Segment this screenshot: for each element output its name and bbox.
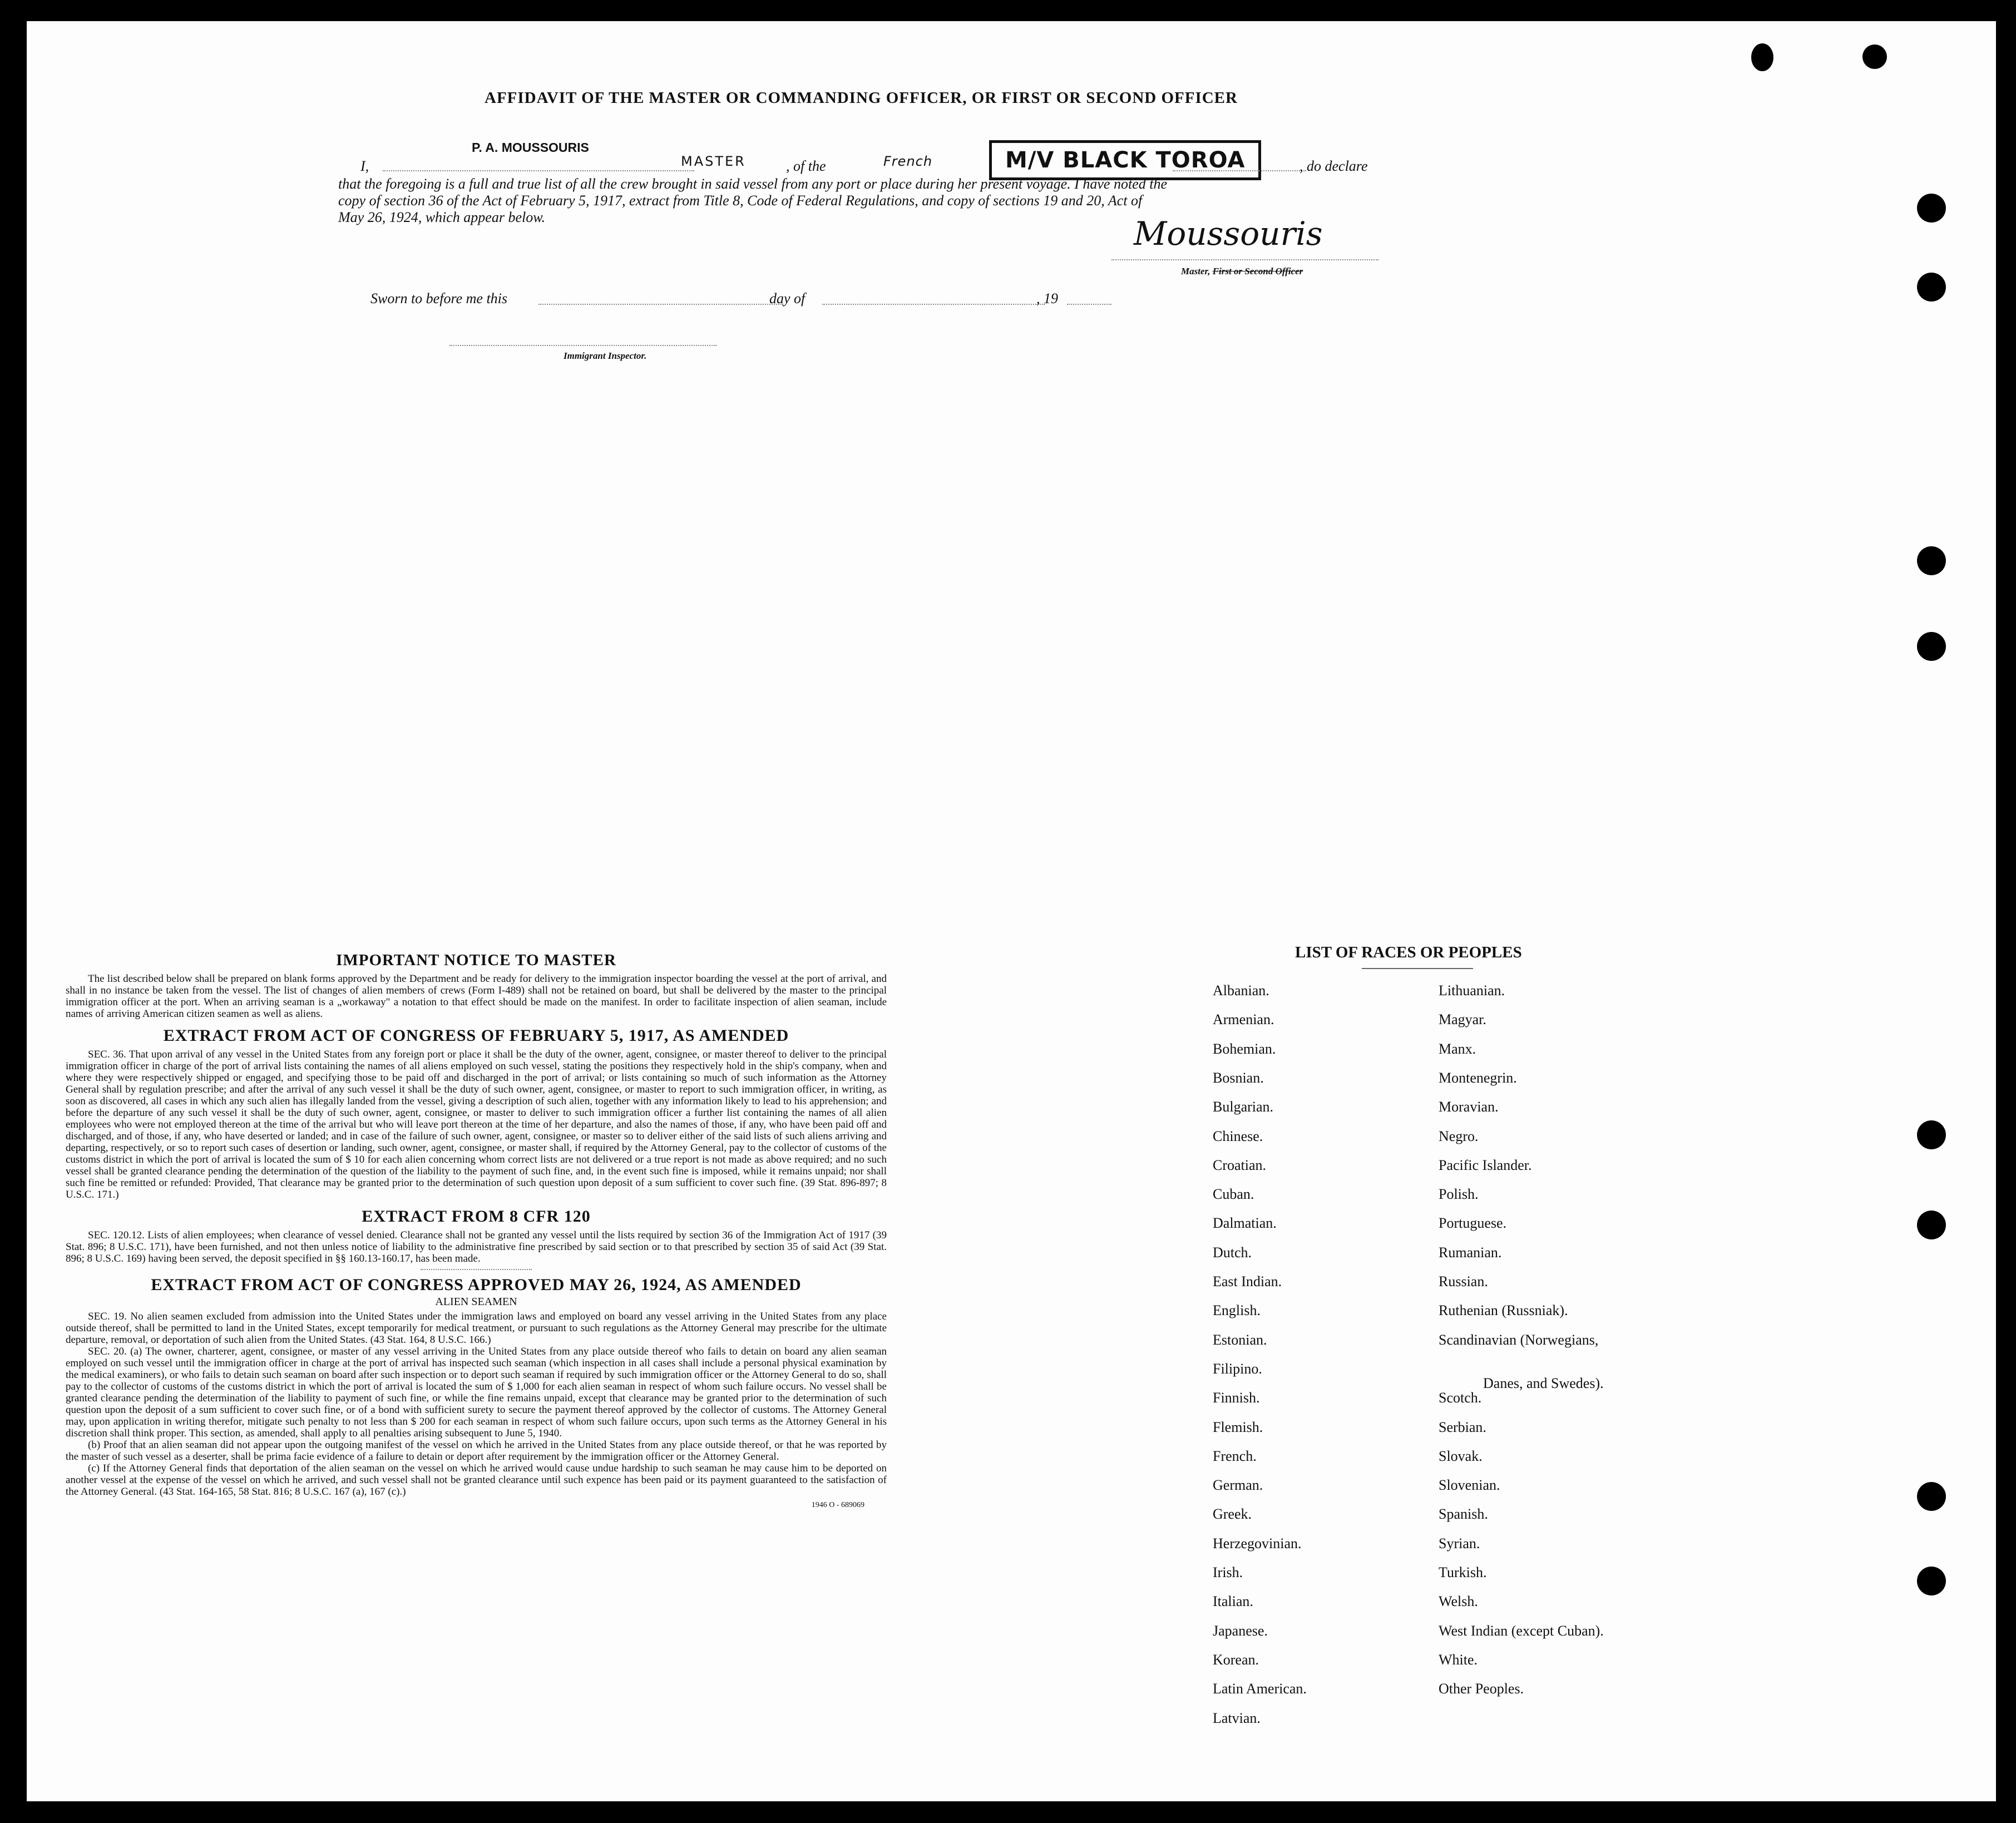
race-item: French. (1213, 1448, 1257, 1464)
race-item: Lithuanian. (1439, 982, 1505, 999)
race-item: Portuguese. (1439, 1215, 1507, 1231)
race-item: Flemish. (1213, 1419, 1263, 1435)
race-item: Turkish. (1439, 1564, 1487, 1580)
race-item: Bosnian. (1213, 1070, 1264, 1086)
extract-1917-text: SEC. 36. That upon arrival of any vessel in the United States from any foreign port or place it shall be the duty of the owner, agent, consignee, or master thereof to deliver to the principal immigration officer in charge of the port of arrival lists containing the names of all aliens employed on such vessel, stating the positions they respectively hold in the ship's company, when and where they were respectively shipped or engaged, and specifying those to be paid off and discharged in the port of arrival; or lists containing so much of such information as the Attorney General shall by regulation prescribe; and after the arrival of any such vessel it shall be the duty of such owner, agent, consignee, or master to report to such immigration officer, in writing, as soon as discovered, all cases in which any such alien has illegally landed from the vessel, giving a description of such alien, together with any information likely to lead to his apprehension; and before the departure of any such vessel it shall be the duty of such owner, agent, consignee, or master to deliver to such immigration officer a further list containing the names of all alien employees who were not employed thereon at the time of the arrival but who will leave port thereon at the time of her departure, and also the names of those, if any, who have been paid off and discharged, and of those, if any, who have deserted or landed; and in case of the failure of such owner, agent, consignee, or master so to deliver either of the said lists of such aliens arriving and departing, respectively, or so to report such cases of desertion or landing, such owner, agent, consignee, or master shall, if required by the Attorney General, pay to the collector of customs of the customs district in which the port of arrival is located the sum of $ 10 for each alien concerning whom correct lists are not delivered or a true report is not made as above required; and no such vessel shall be granted clearance pending the determination of the question of the liability to the payment of such fine, and, in the event such fine is imposed, while it remains unpaid; nor shall such fine be remitted or refunded: Provided, That clearance may be granted prior to the determination of such question upon deposit of a sum sufficient to cover such fine. (39 Stat. 896-897; 8 U.S.C. 171.) (66, 1049, 887, 1200)
race-item: Rumanian. (1439, 1244, 1502, 1261)
notice-title: IMPORTANT NOTICE TO MASTER (336, 951, 616, 969)
punch-hole (1917, 632, 1946, 661)
race-item: Herzegovinian. (1213, 1535, 1302, 1552)
extract-1917-title: EXTRACT FROM ACT OF CONGRESS OF FEBRUARY 5, 1917, AS AMENDED (163, 1026, 789, 1045)
inspector-caption: Immigrant Inspector. (564, 350, 647, 361)
sec20b-text: (b) Proof that an alien seaman did not appear upon the outgoing manifest of the vessel on which he arrived in the United States from any place outside thereof, or that he was reported by the master of such vessel as a deserter, shall be prima facie evidence of a failure to detain or deport after requirement by the immigration officer or the Attorney General. (66, 1439, 887, 1463)
race-item: Spanish. (1439, 1506, 1488, 1522)
race-item: Polish. (1439, 1186, 1479, 1202)
name-line (383, 170, 694, 171)
month-line (822, 304, 1045, 305)
typed-master-name: P. A. MOUSSOURIS (472, 140, 589, 155)
race-item: Welsh. (1439, 1593, 1478, 1609)
sworn-date-line (538, 304, 783, 305)
punch-hole (1917, 194, 1946, 223)
race-item: East Indian. (1213, 1273, 1282, 1290)
punch-hole (1917, 1567, 1946, 1595)
affidavit-title: AFFIDAVIT OF THE MASTER OR COMMANDING OFFICER, OR FIRST OR SECOND OFFICER (485, 89, 1238, 107)
race-item: Greek. (1213, 1506, 1252, 1522)
print-code: 1946 O - 689069 (811, 1501, 864, 1509)
signature-line (1111, 259, 1378, 260)
race-item: Manx. (1439, 1041, 1476, 1057)
race-item: Estonian. (1213, 1332, 1267, 1348)
signer-caption-struck: First or Second Officer (1212, 266, 1303, 276)
handwritten-nationality: French (883, 154, 933, 169)
race-item: Scotch. (1439, 1390, 1482, 1406)
race-item: Bohemian. (1213, 1041, 1276, 1057)
race-item: Moravian. (1439, 1099, 1499, 1115)
race-item: Korean. (1213, 1652, 1259, 1668)
race-item: Negro. (1439, 1128, 1479, 1144)
sworn-text: Sworn to before me this (370, 290, 508, 307)
race-item: Bulgarian. (1213, 1099, 1274, 1115)
race-item: Latin American. (1213, 1681, 1307, 1697)
affidavit-line-4: May 26, 1924, which appear below. (338, 209, 546, 225)
year-line (1067, 304, 1111, 305)
affidavit-i-label: I, (360, 158, 369, 174)
race-item: Pacific Islander. (1439, 1157, 1532, 1173)
races-title: LIST OF RACES OR PEOPLES (1295, 943, 1522, 961)
punch-hole (1917, 1120, 1946, 1149)
race-item: Scandinavian (Norwegians, (1439, 1332, 1599, 1348)
sec20a-text: SEC. 20. (a) The owner, charterer, agent, consignee, or master of any vessel arriving in the United States from any place outside thereof who fails to detain on board any alien seaman employed on such vessel until the immigration officer in charge at the port of arrival has inspected such seaman (which inspection in all cases shall include a personal physical examination by the medical examiners), or who fails to detain such seaman on board after such inspection or to deport such seaman if required by such immigration officer or the Attorney General to do so, shall pay to the collector of customs of the customs district in which the port of arrival is located the sum of $ 1,000 for each alien seaman in respect of whom such failure occurs. No vessel shall be granted clearance pending the determination of the liability to payment of such fine, or while the fine remains unpaid, except that clearance may be granted prior to the determination of such question upon the deposit of a sum sufficient to cover such fine, or of a bond with sufficient surety to secure the payment thereof approved by the collector of customs. The Attorney General may, upon application in writing therefor, mitigate such penalty to not less than $ 200 for each seaman in respect of whom such failure occurs, upon such terms as the Attorney General in his discretion shall think proper. This section, as amended, shall apply to all penalties arising subsequent to June 5, 1940. (66, 1346, 887, 1439)
notice-section (66, 951, 887, 1510)
vessel-line (1173, 170, 1306, 171)
race-item: Russian. (1439, 1273, 1488, 1290)
race-item: German. (1213, 1477, 1263, 1493)
punch-hole (1917, 1211, 1946, 1239)
master-signature: Moussouris (1134, 215, 1323, 253)
affidavit-of-the: , of the (786, 158, 826, 174)
punch-hole (1751, 43, 1773, 71)
affidavit-line-2: that the foregoing is a full and true list of all the crew brought in said vessel from any port or place during her present voyage. I have noted the (338, 176, 1167, 192)
race-item: Albanian. (1213, 982, 1269, 999)
race-item: West Indian (except Cuban). (1439, 1623, 1604, 1639)
race-item: Montenegrin. (1439, 1070, 1517, 1086)
day-of-text: day of (769, 290, 806, 307)
race-item: Magyar. (1439, 1011, 1486, 1027)
race-item: Serbian. (1439, 1419, 1486, 1435)
punch-hole (1917, 546, 1946, 575)
section-divider (421, 1269, 532, 1270)
race-item: Cuban. (1213, 1186, 1254, 1202)
sec20c-text: (c) If the Attorney General finds that deportation of the alien seaman on the vessel on which he arrived would cause undue hardship to such seaman he may cause him to be deported on another vessel at the expense of the vessel on which he arrived, and such vessel shall not be granted clearance until such expence has been paid or its payment guaranteed to the satisfaction of the Attorney General. (43 Stat. 164-165, 58 Stat. 816; 8 U.S.C. 167 (a), 167 (c).) (66, 1463, 887, 1498)
document-page (27, 21, 1996, 1801)
extract-cfr-title: EXTRACT FROM 8 CFR 120 (362, 1207, 591, 1226)
race-item: Filipino. (1213, 1361, 1262, 1377)
races-title-underline (1362, 968, 1473, 969)
race-item: Irish. (1213, 1564, 1243, 1580)
extract-1924-subtitle: ALIEN SEAMEN (435, 1296, 517, 1308)
race-item: Japanese. (1213, 1623, 1268, 1639)
race-item: English. (1213, 1302, 1261, 1318)
race-item: Ruthenian (Russniak). (1439, 1302, 1568, 1318)
notice-text: The list described below shall be prepared on blank forms approved by the Department and be ready for delivery to the immigration inspector boarding the vessel at the port of arrival, and shall in no instance be taken from the vessel. The list of changes of alien members of crews (Form I-489) shall not be retained on board, but shall be delivered by the master to the principal immigration officer at the port. When an arriving seaman is a „workaway" a notation to that effect should be made on the manifest. In order to facilitate inspection of alien seaman, include names of arriving American citizen seamen as well as aliens. (66, 973, 887, 1020)
race-item: Armenian. (1213, 1011, 1274, 1027)
race-item: Chinese. (1213, 1128, 1263, 1144)
race-item: Other Peoples. (1439, 1681, 1524, 1697)
handwritten-rank: MASTER (681, 154, 746, 169)
signer-caption (1181, 266, 1303, 277)
race-item: Danes, and Swedes). (1483, 1375, 1604, 1391)
affidavit-line-3: copy of section 36 of the Act of February 5, 1917, extract from Title 8, Code of Federal Regulations, and copy of sections 19 and 20, Act of (338, 192, 1143, 209)
race-item: Dutch. (1213, 1244, 1252, 1261)
inspector-line (449, 345, 717, 346)
race-item: Syrian. (1439, 1535, 1480, 1552)
race-item: Dalmatian. (1213, 1215, 1277, 1231)
extract-1924-title: EXTRACT FROM ACT OF CONGRESS APPROVED MAY 26, 1924, AS AMENDED (151, 1276, 802, 1294)
extract-cfr-text: SEC. 120.12. Lists of alien employees; when clearance of vessel denied. Clearance shall not be granted any vessel until the lists required by section 36 of the Immigration Act of 1917 (39 Stat. 896; 8 U.S.C. 171), have been furnished, and not then unless notice of liability to the administrative fine prescribed by said section or to that prescribed by section 35 of said Act (39 Stat. 896; 8 U.S.C. 169) having been served, the deposit specified in §§ 160.13-160.17, has been made. (66, 1229, 887, 1264)
race-item: Finnish. (1213, 1390, 1260, 1406)
race-item: Slovak. (1439, 1448, 1483, 1464)
sec19-text: SEC. 19. No alien seamen excluded from admission into the United States under the immigration laws and employed on board any vessel arriving in the United States from any place outside thereof, shall be permitted to land in the United States, except temporarily for medical treatment, or pursuant to such regulations as the Attorney General may prescribe for the ultimate departure, removal, or deportation of such alien from the United States. (43 Stat. 164, 8 U.S.C. 166.) (66, 1311, 887, 1346)
race-item: Slovenian. (1439, 1477, 1500, 1493)
signer-caption-master: Master, (1181, 266, 1213, 276)
year-text: , 19 (1036, 290, 1058, 307)
race-item: Italian. (1213, 1593, 1253, 1609)
race-item: Croatian. (1213, 1157, 1267, 1173)
affidavit-do-declare: , do declare (1299, 158, 1368, 174)
punch-hole (1917, 1482, 1946, 1511)
punch-hole (1862, 45, 1887, 69)
race-item: Latvian. (1213, 1710, 1261, 1726)
punch-hole (1917, 273, 1946, 302)
vessel-name-stamp: M/V BLACK TOROA (989, 140, 1261, 180)
race-item: White. (1439, 1652, 1478, 1668)
